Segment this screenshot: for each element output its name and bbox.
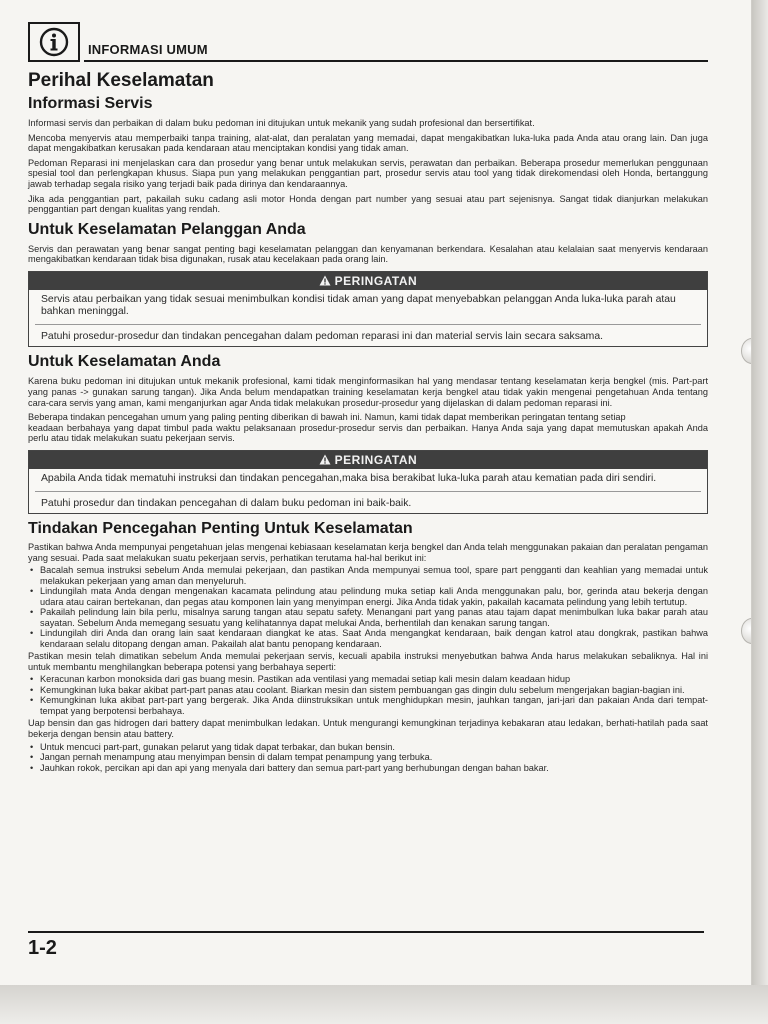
- paragraph: Beberapa tindakan pencegahan umum yang paling penting diberikan di bawah ini. Namun, kami tidak dapat memberikan peringatan tentang setiap: [28, 412, 626, 423]
- page-number: 1-2: [28, 937, 57, 959]
- heading-your-safety: Untuk Keselamatan Anda: [28, 353, 221, 371]
- binder-ring: [741, 618, 752, 644]
- section-title: INFORMASI UMUM: [88, 42, 208, 57]
- warning-text: Patuhi prosedur dan tindakan pencegahan di dalam buku pedoman ini baik-baik.: [41, 497, 412, 509]
- paragraph: Pedoman Reparasi ini menjelaskan cara dan prosedur yang benar untuk melakukan servis, perawatan dan perbaikan. Beberapa prosedur memerlukan penggunaan spesial tool dan perlengkapan khusus. Siapa pun yang melakukan penggantian part, prosedur servis atau tool yang tidak direkomendasi oleh Honda, bertanggung jawab terhadap segala risiko yang terjadi baik pada dirinya dan kendaraannya.: [28, 157, 708, 189]
- warning-text: Servis atau perbaikan yang tidak sesuai menimbulkan kondisi tidak aman yang dapat menyebabkan pelanggan Anda luka-luka parah atau bahkan meninggal.: [41, 293, 676, 318]
- list-item: • Pakailah pelindung lain bila perlu, misalnya sarung tangan atau sepatu safety. Menangani part yang panas atau tajam dapat menimbulkan luka bakar parah atau sayatan. Sebelum Anda memegang sesuatu yang kelihatannya dapat melukai Anda, berhentilah dan kenakan sarung tangan.: [28, 607, 708, 628]
- bullet-list: [28, 742, 708, 774]
- list-item: • Untuk mencuci part-part, gunakan pelarut yang tidak dapat terbakar, dan bukan bensin.: [28, 742, 708, 753]
- list-item: • Lindungilah mata Anda dengan mengenakan kacamata pelindung atau pelindung muka setiap kali Anda menggunakan palu, bor, gerinda atau bekerja dengan udara atau cairan bertekanan, dan pegas atau komponen lain yang menyimpan energi. Jika Anda tidak yakin, pakailah kacamata pelindung yang lebih tertutup.: [28, 586, 708, 607]
- heading-precautions: Tindakan Pencegahan Penting Untuk Keselamatan: [28, 520, 413, 537]
- heading-customer-safety: Untuk Keselamatan Pelanggan Anda: [28, 220, 306, 238]
- bullet-list: [28, 565, 708, 649]
- bullet-list: [28, 674, 708, 716]
- warning-text: Apabila Anda tidak mematuhi instruksi dan tindakan pencegahan,maka bisa berakibat luka-luka parah atau kematian pada diri sendiri.: [41, 473, 657, 484]
- list-item: • Keracunan karbon monoksida dari gas buang mesin. Pastikan ada ventilasi yang memadai setiap kali mesin dalam keadaan hidup: [28, 674, 708, 685]
- info-icon: [28, 22, 80, 62]
- heading-service-info: Informasi Servis: [28, 95, 153, 112]
- paragraph: Servis dan perawatan yang benar sangat penting bagi keselamatan pelanggan dan kenyamanan berkendara. Kesalahan atau kelalaian saat menyervis kendaraan mengakibatkan kendaraan tidak bisa digunakan, rusak atau kecelakaan pada orang lain.: [28, 243, 708, 265]
- paragraph: Informasi servis dan perbaikan di dalam buku pedoman ini ditujukan untuk mekanik yang sudah profesional dan bersertifikat.: [28, 118, 535, 128]
- page-header: [28, 22, 708, 66]
- list-item: • Lindungilah diri Anda dan orang lain saat kendaraan diangkat ke atas. Saat Anda mengangkat kendaraan, baik dengan katrol atau dongkrak, pastikan bahwa kendaraan selalu ditopang dengan aman. Pakailah alat bantu penopang kendaraan.: [28, 628, 708, 649]
- page-title: Perihal Keselamatan: [28, 70, 214, 91]
- warning-triangle-icon: [319, 274, 335, 288]
- list-item: • Kemungkinan luka akibat part-part yang bergerak. Jika Anda diinstruksikan untuk menghidupkan mesin, jauhkan tangan, jari-jari dan pakaian Anda dari tempat-tempat yang berpotensi berbahaya.: [28, 695, 708, 716]
- paragraph: Uap bensin dan gas hidrogen dari battery dapat menimbulkan ledakan. Untuk mengurangi kemungkinan terjadinya kebakaran atau ledakan, berhati-hatilah pada saat bekerja dengan bensin atau battery.: [28, 718, 708, 739]
- paragraph: Pastikan bahwa Anda mempunyai pengetahuan jelas mengenai kebiasaan keselamatan kerja bengkel dan Anda telah menggunakan pakaian dan peralatan pengaman yang sesuai. Pada saat melakukan suatu pekerjaan servis, perhatikan terutama hal-hal berikut ini:: [28, 542, 708, 563]
- paragraph: Karena buku pedoman ini ditujukan untuk mekanik profesional, kami tidak menginformasikan hal yang mendasar tentang keselamatan kerja bengkel (mis. Part-part yang panas -> gunakan sarung tangan). Jika Anda belum mendapatkan training keselamatan kerja bengkel atau tidak yakin mengenai pengetahuan Anda tentang cara-cara servis yang aman, kami menganjurkan agar Anda tidak melakukan prosedur-prosedur yang dijelaskan di dalam pedoman reparasi ini.: [28, 376, 708, 408]
- paragraph: Mencoba menyervis atau memperbaiki tanpa training, alat-alat, dan peralatan yang memadai, dapat mengakibatkan luka-luka pada Anda atau orang lain. Dan juga dapat mengakibatkan kerusakan pada kendaraan atau menciptakan kondisi yang tidak aman.: [28, 132, 708, 154]
- list-item: • Jangan pernah menampung atau menyimpan bensin di dalam tempat penampung yang terbuka.: [28, 752, 708, 763]
- page-edge-shadow: [752, 0, 768, 985]
- footer-rule: [28, 931, 704, 933]
- warning-header: [29, 272, 707, 290]
- list-item: • Bacalah semua instruksi sebelum Anda memulai pekerjaan, dan pastikan Anda mempunyai semua tool, spare part pengganti dan keahlian yang memadai untuk melakukan pekerjaan yang aman dan menyeluruh.: [28, 565, 708, 586]
- paragraph: Pastikan mesin telah dimatikan sebelum Anda memulai pekerjaan servis, kecuali apabila instruksi menyebutkan bahwa Anda harus melakukan sebaliknya. Hal ini untuk membantu menghilangkan beberapa potensi yang berbahaya seperti:: [28, 651, 708, 672]
- divider: [35, 324, 701, 325]
- divider: [35, 491, 701, 492]
- paragraph: keadaan berbahaya yang dapat timbul pada waktu pelaksanaan prosedur-prosedur servis dan perbaikan. Hanya Anda saja yang dapat memutuskan apakah Anda perlu atau tidak melakukan suatu pekerjaan servis.: [28, 422, 708, 444]
- warning-label: PERINGATAN: [334, 273, 418, 288]
- warning-triangle-icon: [319, 453, 335, 467]
- warning-box: [28, 271, 708, 348]
- page-content: [28, 68, 708, 773]
- warning-box: [28, 450, 708, 514]
- binder-ring: [741, 338, 752, 364]
- header-rule: [84, 60, 708, 62]
- warning-text: Patuhi prosedur-prosedur dan tindakan pencegahan dalam pedoman reparasi ini dan material servis lain secara saksama.: [41, 330, 603, 342]
- list-item: • Kemungkinan luka bakar akibat part-part panas atau coolant. Biarkan mesin dan sistem pembuangan gas dingin dulu sebelum mengerjakan bagian-bagian ini.: [28, 685, 708, 696]
- list-item: • Jauhkan rokok, percikan api dan api yang menyala dari battery dan semua part-part yang berhubungan dengan bahan bakar.: [28, 763, 708, 774]
- paragraph: Jika ada penggantian part, pakailah suku cadang asli motor Honda dengan part number yang sesuai atau part sejenisnya. Sangat tidak dianjurkan melakukan penggantian part dengan kualitas yang rendah.: [28, 193, 708, 215]
- page-bottom-edge: [0, 985, 768, 1024]
- warning-label: PERINGATAN: [334, 453, 418, 467]
- warning-header: [29, 451, 707, 469]
